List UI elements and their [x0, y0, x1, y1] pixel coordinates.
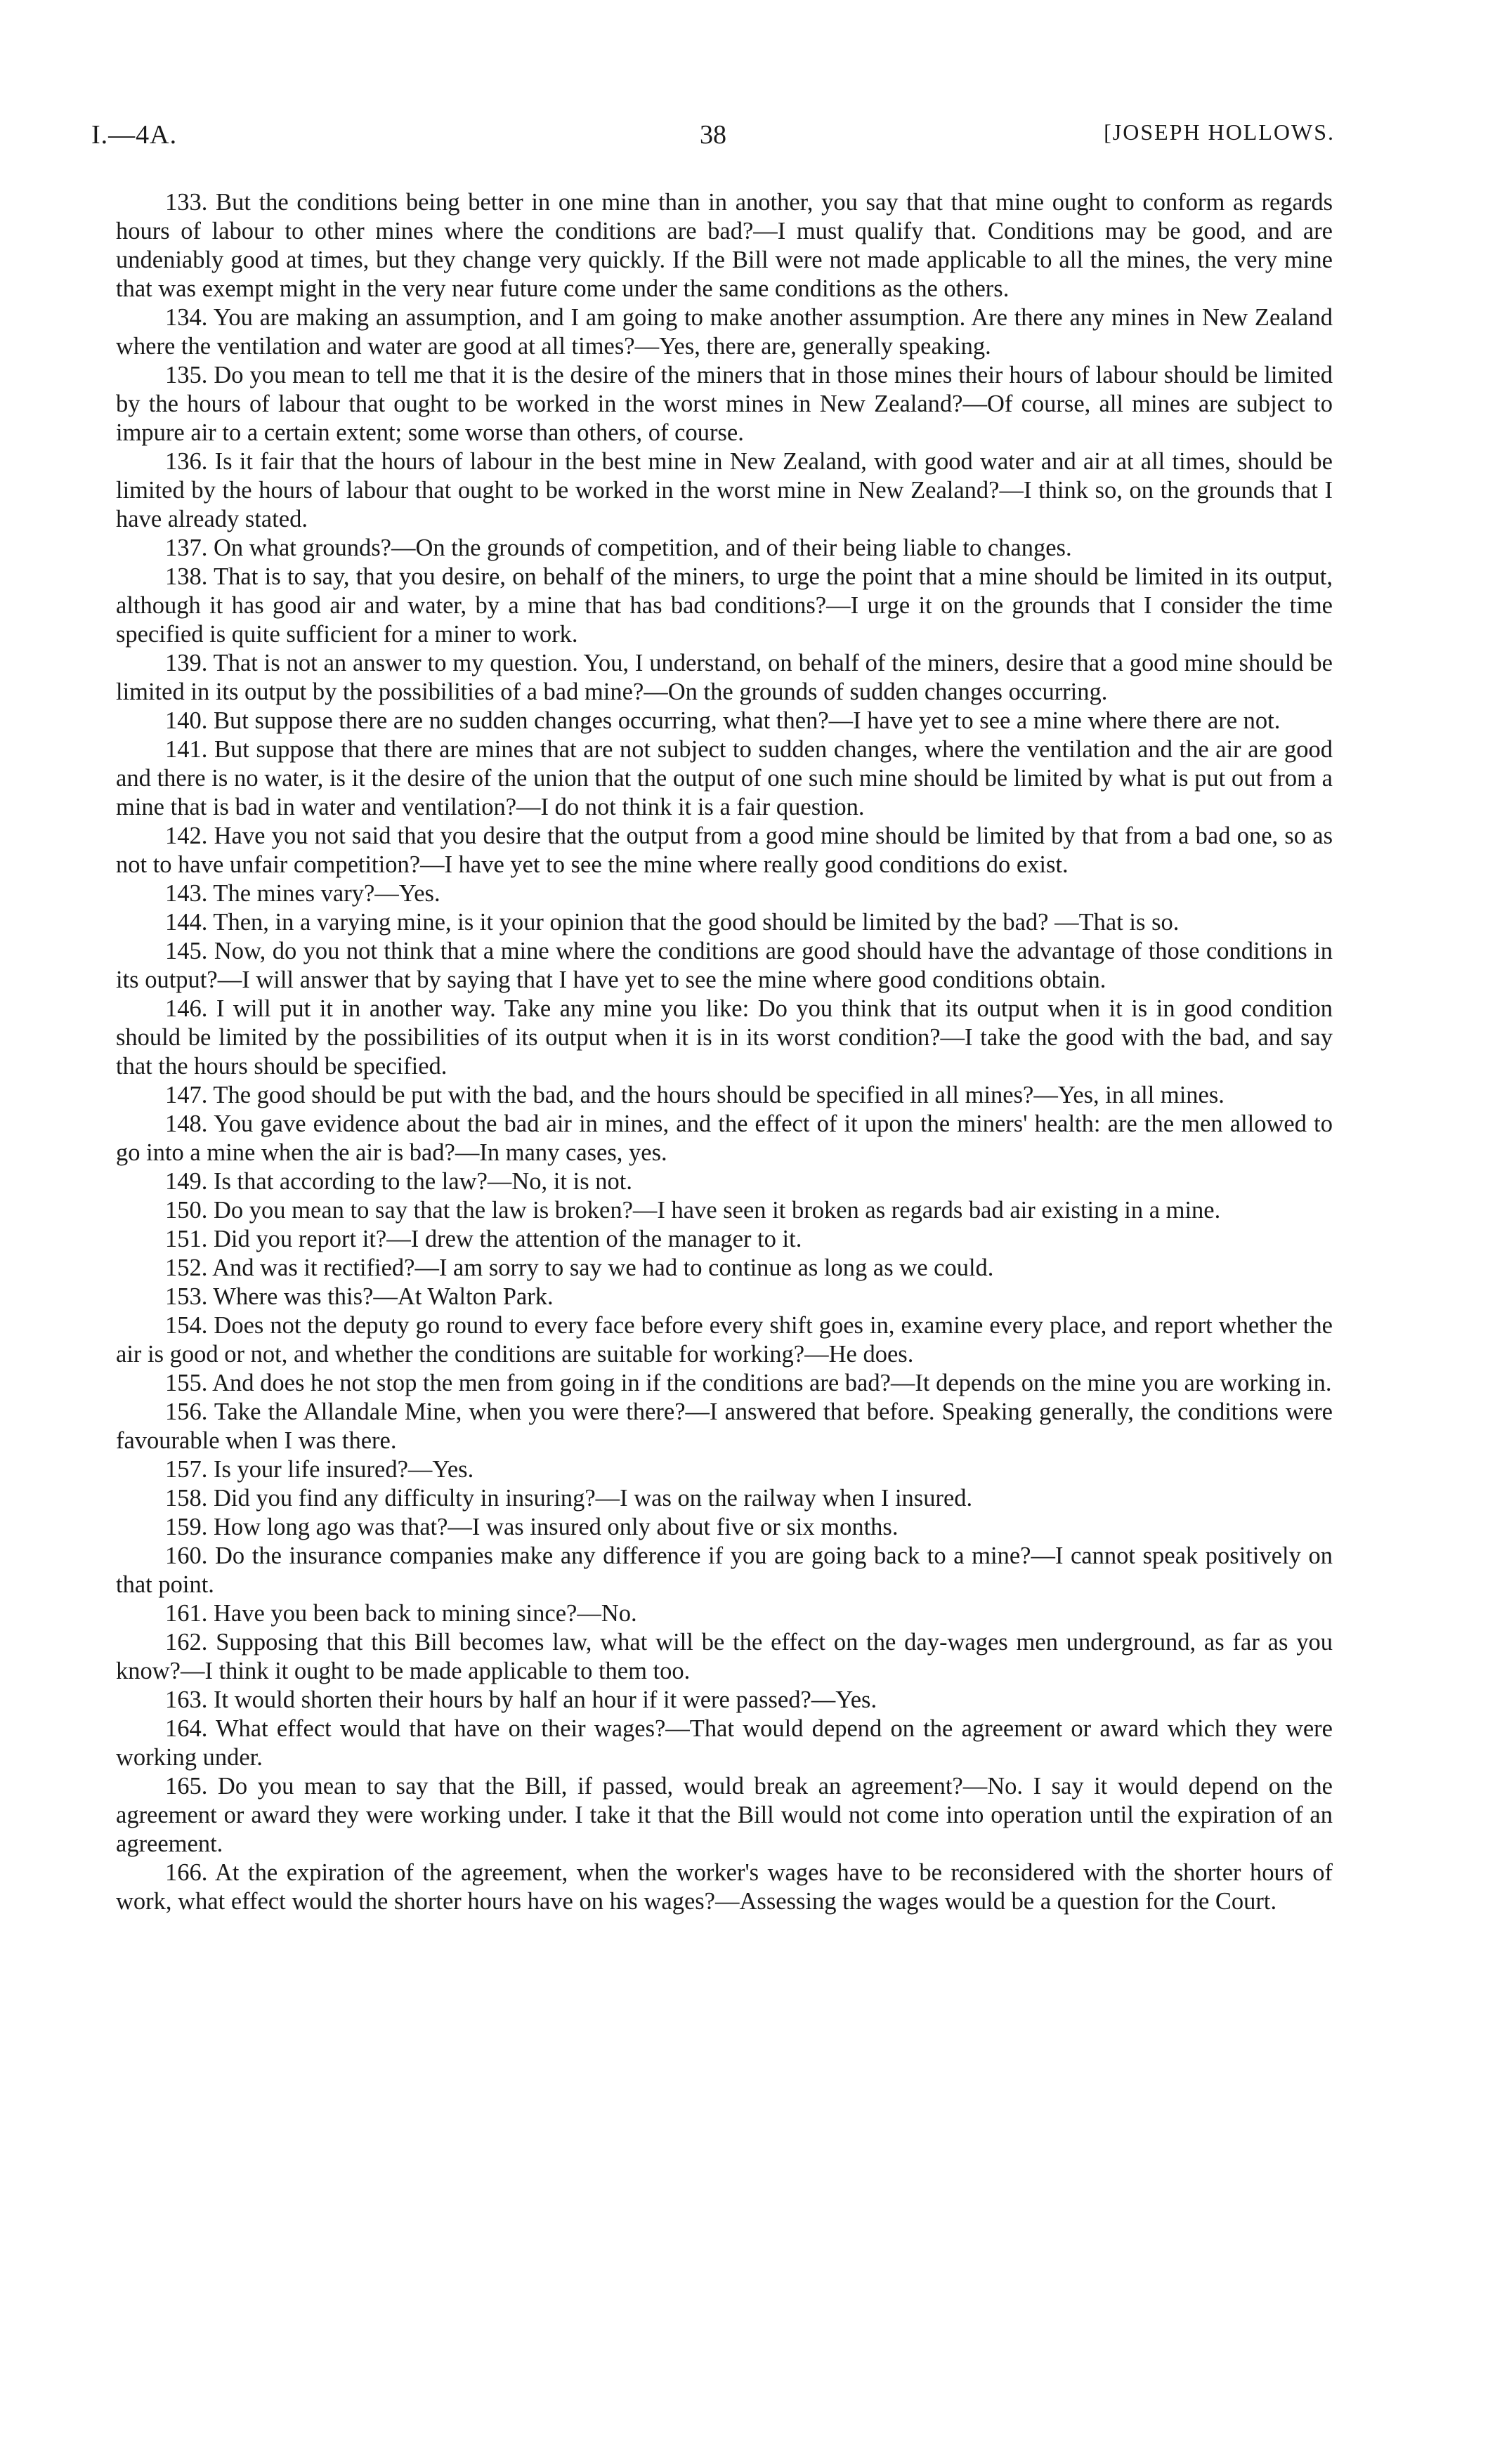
question-140: 140. But suppose there are no sudden changes occurring, what then?—I have yet to see a mine where there are not. — [165, 707, 1281, 734]
question-142: 142. Have you not said that you desire that the output from a good mine should be limited by that from a bad one, so as not to have unfair competition?—I have yet to see the mine where really good conditions do exist. — [116, 823, 1333, 878]
question-139: 139. That is not an answer to my question. You, I understand, on behalf of the miners, desire that a good mine should be limited in its output by the possibilities of a bad mine?—On the grounds of sudden changes occurring. — [116, 650, 1333, 705]
question-166: 166. At the expiration of the agreement, when the worker's wages have to be reconsidered with the shorter hours of work, what effect would the shorter hours have on his wages?—Assessing the wages would be a question for the Court. — [116, 1859, 1333, 1915]
question-148: 148. You gave evidence about the bad air in mines, and the effect of it upon the miners' health: are the men allowed to go into a mine when the air is bad?—In many cases, yes. — [116, 1110, 1333, 1166]
evidence-body — [116, 188, 1333, 1916]
paper-reference: I.—4A. — [91, 120, 178, 150]
question-158: 158. Did you find any difficulty in insuring?—I was on the railway when I insured. — [165, 1485, 973, 1512]
question-133: 133. But the conditions being better in one mine than in another, you say that that mine ought to conform as regards hours of labour to other mines where the conditions are bad?—I must qualify that. Conditions may be good, and are undeniably good at times, but they change very quickly. If the Bill were not made applicable to all the mines, the very mine that was exempt might in the very near future come under the same conditions as the others. — [116, 189, 1333, 302]
question-143: 143. The mines vary?—Yes. — [165, 880, 440, 907]
question-153: 153. Where was this?—At Walton Park. — [165, 1283, 554, 1310]
question-161: 161. Have you been back to mining since?—No. — [165, 1600, 637, 1627]
question-155: 155. And does he not stop the men from going in if the conditions are bad?—It depends on the mine you are working in. — [165, 1370, 1332, 1396]
question-152: 152. And was it rectified?—I am sorry to say we had to continue as long as we could. — [165, 1254, 994, 1281]
witness-name: [JOSEPH HOLLOWS. — [1104, 119, 1335, 145]
question-145: 145. Now, do you not think that a mine where the conditions are good should have the advantage of those conditions in its output?—I will answer that by saying that I have yet to see the mine where good conditions obtain. — [116, 938, 1333, 993]
question-160: 160. Do the insurance companies make any difference if you are going back to a mine?—I cannot speak positively on that point. — [116, 1542, 1333, 1598]
question-138: 138. That is to say, that you desire, on behalf of the miners, to urge the point that a mine should be limited in its output, although it has good air and water, by a mine that has bad conditions?—I urge it on the grounds that I consider the time specified is quite sufficient for a miner to work. — [116, 563, 1333, 648]
question-150: 150. Do you mean to say that the law is broken?—I have seen it broken as regards bad air existing in a mine. — [165, 1197, 1221, 1224]
question-149: 149. Is that according to the law?—No, it is not. — [165, 1168, 632, 1195]
question-163: 163. It would shorten their hours by half an hour if it were passed?—Yes. — [165, 1686, 877, 1713]
question-151: 151. Did you report it?—I drew the attention of the manager to it. — [165, 1226, 802, 1252]
question-162: 162. Supposing that this Bill becomes law, what will be the effect on the day-wages men underground, as far as you know?—I think it ought to be made applicable to them too. — [116, 1629, 1333, 1684]
question-164: 164. What effect would that have on their wages?—That would depend on the agreement or award which they were working under. — [116, 1715, 1333, 1771]
question-146: 146. I will put it in another way. Take any mine you like: Do you think that its output when it is in good condition should be limited by the possibilities of its output when it is in its worst condition?—I take the good with the bad, and say that the hours should be specified. — [116, 995, 1333, 1080]
question-135: 135. Do you mean to tell me that it is the desire of the miners that in those mines their hours of labour should be limited by the hours of labour that ought to be worked in the worst mines in New Zealand?—Of course, all mines are subject to impure air to a certain extent; some worse than others, of course. — [116, 362, 1333, 446]
question-147: 147. The good should be put with the bad, and the hours should be specified in all mines?—Yes, in all mines. — [165, 1082, 1225, 1108]
question-144: 144. Then, in a varying mine, is it your opinion that the good should be limited by the bad? —That is so. — [165, 909, 1180, 936]
question-136: 136. Is it fair that the hours of labour in the best mine in New Zealand, with good water and air at all times, should be limited by the hours of labour that ought to be worked in the worst mine in New Zealand?—I think so, on the grounds that I have already stated. — [116, 448, 1333, 532]
question-134: 134. You are making an assumption, and I am going to make another assumption. Are there any mines in New Zealand where the ventilation and water are good at all times?—Yes, there are, generally speaking. — [116, 304, 1333, 360]
question-156: 156. Take the Allandale Mine, when you were there?—I answered that before. Speaking generally, the conditions were favourable when I was there. — [116, 1398, 1333, 1454]
question-141: 141. But suppose that there are mines that are not subject to sudden changes, where the ventilation and the air are good and there is no water, is it the desire of the union that the output of one such mine should be limited by what is put out from a mine that is bad in water and ventilation?—I do not think it is a fair question. — [116, 736, 1333, 820]
question-154: 154. Does not the deputy go round to every face before every shift goes in, examine every place, and report whether the air is good or not, and whether the conditions are suitable for working?—He does. — [116, 1312, 1333, 1368]
question-157: 157. Is your life insured?—Yes. — [165, 1456, 474, 1483]
question-159: 159. How long ago was that?—I was insured only about five or six months. — [165, 1514, 899, 1540]
question-137: 137. On what grounds?—On the grounds of competition, and of their being liable to changes. — [165, 535, 1072, 561]
question-165: 165. Do you mean to say that the Bill, if passed, would break an agreement?—No. I say it would depend on the agreement or award they were working under. I take it that the Bill would not come into operation until the expiration of an agreement. — [116, 1773, 1333, 1857]
page-header — [91, 119, 1335, 162]
page-number: 38 — [700, 120, 726, 150]
